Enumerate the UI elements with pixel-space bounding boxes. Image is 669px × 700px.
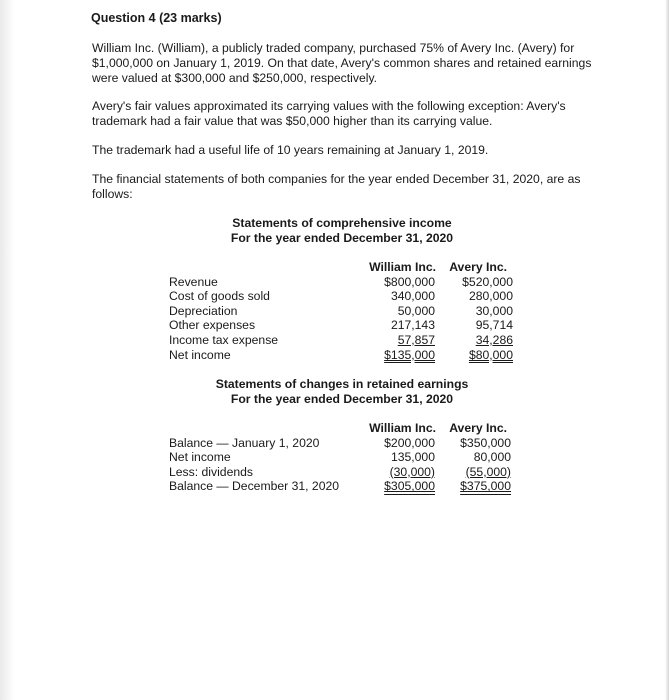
avery-value: 30,000 <box>475 303 513 318</box>
income-statement-title: Statements of comprehensive income <box>232 216 452 230</box>
william-value: (30,000) <box>389 464 435 479</box>
row-label: Net income <box>169 450 231 465</box>
table-row <box>169 348 529 363</box>
table-row <box>169 465 529 480</box>
table-row <box>169 318 529 333</box>
retained-header-row <box>169 421 529 436</box>
row-label: Net income <box>169 347 231 362</box>
row-label: Depreciation <box>169 303 238 318</box>
william-value: $800,000 <box>384 274 435 289</box>
avery-value: (55,000) <box>465 464 511 479</box>
paragraph-purchase: William Inc. (William), a publicly traded company, purchased 75% of Avery Inc. (Avery) for $1,000,000 on January 1, 2019. On that date, Avery's common shares and retained earnings were valued at $300,000 and $250,000, respectively. <box>92 41 592 85</box>
william-value: 340,000 <box>390 289 435 304</box>
income-statement-table <box>169 260 529 362</box>
william-value: $135,000 <box>384 347 435 362</box>
table-row <box>169 304 529 319</box>
william-value: $305,000 <box>384 479 435 494</box>
income-statement-subtitle: For the year ended December 31, 2020 <box>230 231 454 245</box>
table-row <box>169 436 529 451</box>
income-col-avery: Avery Inc. <box>449 260 507 274</box>
retained-col-avery: Avery Inc. <box>449 421 507 435</box>
row-label: Revenue <box>169 274 218 289</box>
avery-value: $375,000 <box>460 479 511 494</box>
row-label: Cost of goods sold <box>169 289 270 304</box>
avery-value: $520,000 <box>462 274 513 289</box>
avery-value: $80,000 <box>468 347 513 362</box>
paragraph-trademark-life: The trademark had a useful life of 10 years remaining at January 1, 2019. <box>92 143 489 157</box>
william-value: $200,000 <box>384 435 435 450</box>
retained-earnings-subtitle: For the year ended December 31, 2020 <box>230 392 454 406</box>
row-label: Income tax expense <box>169 332 279 347</box>
paragraph-financial-statements: The financial statements of both companies for the year ended December 31, 2020, are as follows: <box>92 172 581 201</box>
row-label: Other expenses <box>169 318 256 333</box>
table-row <box>169 333 529 348</box>
retained-earnings-title: Statements of changes in retained earnings <box>215 377 469 391</box>
retained-earnings-table <box>169 421 529 494</box>
avery-value: 80,000 <box>473 450 511 465</box>
income-header-row <box>169 260 529 275</box>
row-label: Balance — December 31, 2020 <box>169 479 340 494</box>
avery-value: $350,000 <box>460 435 511 450</box>
avery-value: 280,000 <box>468 289 513 304</box>
table-row <box>169 275 529 290</box>
avery-value: 34,286 <box>475 332 513 347</box>
avery-value: 95,714 <box>475 318 513 333</box>
william-value: 57,857 <box>397 332 435 347</box>
william-value: 135,000 <box>390 450 435 465</box>
table-row <box>169 450 529 465</box>
william-value: 217,143 <box>390 318 435 333</box>
table-row <box>169 289 529 304</box>
william-value: 50,000 <box>397 303 435 318</box>
row-label: Less: dividends <box>169 464 254 479</box>
paragraph-fair-values: Avery's fair values approximated its carrying values with the following exception: Avery's trademark had a fair value that was $50,000 higher than its carrying value. <box>92 99 566 128</box>
page-shadow-left <box>0 0 14 700</box>
income-col-william: William Inc. <box>369 260 436 274</box>
page-shadow-right <box>665 0 669 700</box>
retained-col-william: William Inc. <box>369 421 436 435</box>
question-title: Question 4 (23 marks) <box>91 11 222 25</box>
table-row <box>169 479 529 494</box>
row-label: Balance — January 1, 2020 <box>169 435 320 450</box>
